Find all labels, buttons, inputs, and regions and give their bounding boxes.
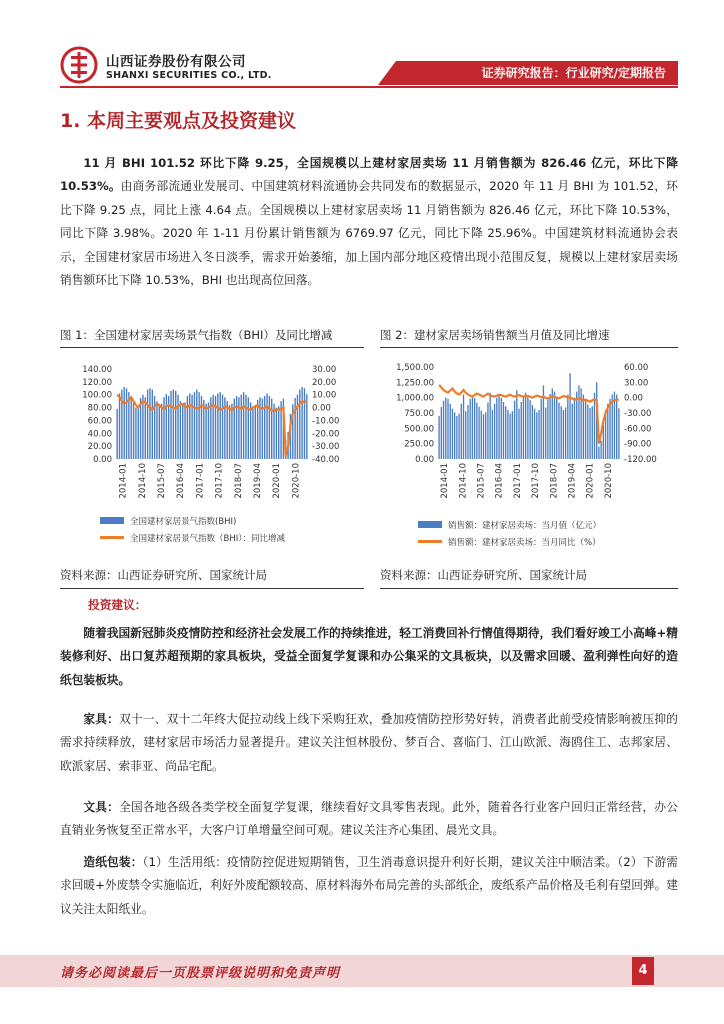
bar [269,396,270,459]
bar [503,402,504,459]
intro-paragraph [60,152,678,292]
bar [128,392,129,459]
left-axis-tick-label: 0.00 [93,455,112,465]
bar [585,400,586,459]
bar [612,395,613,459]
x-tick-label: 2014-01 [118,463,129,499]
right-axis-tick-label: 20.00 [312,377,337,388]
bar [616,395,617,459]
legend-label: 全国建材家居景气指数（BHI）：同比增减 [130,534,285,544]
section-title: 1. 本周主要观点及投资建议 [60,110,297,132]
bar [217,393,218,459]
bar [592,406,593,459]
figure1-chart [60,352,364,562]
left-axis-tick-label: 60.00 [87,416,112,427]
x-tick-label: 2018-07 [233,463,244,499]
company-name-en: SHANXI SECURITIES CO., LTD. [106,70,272,81]
report-type: 证券研究报告：行业研究/定期报告 [481,66,666,80]
bar [569,373,570,459]
bar [257,400,258,459]
figure1-source: 资料来源：山西证券研究所、国家统计局 [60,568,267,582]
header-divider [60,86,678,88]
advice-paper [60,851,678,921]
bar [609,399,610,459]
bar [454,412,455,459]
bar [598,447,599,459]
bar [126,388,127,459]
bar [447,399,448,459]
figure1-source-rule [60,588,364,589]
bar [189,393,190,459]
bar [142,395,143,459]
bar [301,387,302,459]
bar [587,404,588,459]
bar [205,404,206,459]
page-header [0,0,724,90]
bar [470,399,471,459]
right-axis-tick-label: -20.00 [312,429,340,440]
bar [175,391,176,459]
x-tick-label: 2014-01 [440,463,451,499]
bar [552,388,553,459]
bar [572,404,573,459]
bar [180,401,181,459]
bar [266,393,267,459]
bar [278,406,279,459]
bar [498,395,499,459]
bar [138,406,139,459]
bar [514,401,515,459]
left-axis-tick-label: 750.00 [404,409,434,419]
bar [525,393,526,459]
left-axis-tick-label: 250.00 [404,439,434,450]
bar [565,407,566,459]
x-tick-label: 2019-04 [253,463,263,499]
bar [159,405,160,459]
x-tick-label: 2015-07 [476,463,487,499]
legend-swatch-bar [418,521,442,528]
bar [152,390,153,459]
bar [271,399,272,459]
bar [589,408,590,459]
bar [529,400,530,459]
bar [481,411,482,459]
bar [304,388,305,459]
bar [135,408,136,459]
bar [140,398,141,459]
bar [248,397,249,459]
left-axis-tick-label: 1,500.00 [396,363,434,373]
bar [241,395,242,459]
bar [523,396,524,459]
figure1-title: 图 1：全国建材家居卖场景气指数（BHI）及同比增减 [60,328,333,342]
bar [194,392,195,459]
right-axis-tick-label: 60.00 [624,363,649,373]
left-axis-tick-label: 140.00 [82,365,112,375]
bar [558,403,559,459]
x-tick-label: 2017-10 [214,463,225,499]
bar [227,401,228,459]
bar [438,416,439,459]
bar [116,409,117,459]
bar [156,401,157,459]
bar [264,396,265,459]
bar [458,414,459,459]
bar [492,410,493,459]
right-axis-tick-label: -30.00 [624,409,652,419]
bar [485,412,486,459]
bar [545,407,546,459]
bar [521,402,522,459]
advice-label: 投资建议： [88,598,147,612]
bar [501,398,502,459]
left-axis-tick-label: 0.00 [415,455,434,465]
figure2-source: 资料来源：山西证券研究所、国家统计局 [380,568,587,582]
right-axis-tick-label: -90.00 [624,439,652,450]
bar [556,398,557,459]
stationery-label: 文具： [83,800,120,814]
bar [208,402,209,459]
intro-text: 由商务部流通业发展司、中国建筑材料流通协会共同发布的数据显示，2020 年 11 月 BHI 为 101.52，环比下降 9.25 点，同比上涨 4.64 点。全国规模以上建材家居卖场 11 月销售额为 826.46 亿元，环比下降 10.53%，同比下降 3.98%。2020 年 1-11 月份累计销售额为 6769.97 亿元，同比下降 25.96%。中国建筑材料流通协会表示，全国建材家居市场进入冬日淡季，需求开始萎缩，加上国内部分地区疫情出现小范围反复，规模以上建材家居卖场销售额环比下降 10.53%，BHI 也出现高位回落。 [60,179,678,288]
bar [494,404,495,459]
x-tick-label: 2019-04 [567,463,578,499]
bar [170,391,171,459]
bar [534,409,535,459]
bar [541,399,542,459]
bar [452,409,453,459]
bar [131,397,132,459]
bar [489,393,490,459]
bar [198,392,199,459]
bar [576,392,577,459]
bar [456,416,457,459]
bar [149,388,150,459]
bar [119,393,120,459]
bar [294,398,295,459]
x-tick-label: 2017-01 [195,463,206,499]
bar [445,398,446,459]
bar [252,406,253,459]
bar [243,392,244,459]
bar [177,395,178,459]
shanxi-securities-logo-icon [60,46,98,84]
bar [191,395,192,459]
bar [467,405,468,459]
right-axis-tick-label: -60.00 [624,424,652,435]
bar [507,410,508,459]
bar [483,414,484,459]
paper-label: 造纸包装： [83,855,143,869]
x-tick-label: 2018-07 [549,463,560,499]
right-axis-tick-label: 10.00 [312,390,337,401]
bar [450,404,451,459]
figure2-title: 图 2：建材家居卖场销售额当月值及同比增速 [380,328,610,342]
bar [145,397,146,459]
company-name-cn: 山西证券股份有限公司 [106,54,246,70]
legend-label: 销售额：建材家居卖场：当月同比（%） [448,538,601,548]
left-axis-tick-label: 40.00 [87,429,112,440]
bar [567,395,568,459]
bar [574,398,575,459]
figure2-chart [380,352,678,562]
figure2-source-rule [380,588,678,589]
bar [222,395,223,459]
bar [472,396,473,459]
bar [463,395,464,459]
bar [578,385,579,459]
bar [299,390,300,459]
bar [561,406,562,459]
footer-disclaimer: 请务必阅读最后一页股票评级说明和免责声明 [60,966,341,981]
legend-label: 全国建材家居景气指数(BHI) [130,517,237,527]
right-axis-tick-label: 0.00 [312,403,331,414]
bar [554,392,555,459]
bar [538,410,539,459]
x-tick-label: 2020-01 [585,463,596,499]
bar [532,405,533,459]
bar [496,398,497,459]
bar [547,400,548,459]
right-axis-tick-label: -10.00 [312,416,340,427]
bar [306,394,307,459]
x-tick-label: 2020-10 [291,463,302,499]
bar [607,404,608,459]
bar [173,390,174,459]
x-tick-label: 2016-04 [176,463,187,499]
bar [527,396,528,459]
bar [536,412,537,459]
x-tick-label: 2017-10 [531,463,542,499]
x-tick-label: 2020-01 [272,463,283,499]
bar [203,400,204,459]
legend-swatch-bar [100,517,124,524]
left-axis-tick-label: 1,250.00 [396,378,434,389]
bar [618,408,619,459]
advice-stationery [60,796,678,843]
paper-text: （1）生活用纸：疫情防控促进短期销售，卫生消毒意识提升利好长期，建议关注中顺洁柔。（2）下游需求回暖+外废禁令实施临近，利好外废配额较高、原材料海外布局完善的头部纸企，废纸系产品价格及毛利有望回弹。建议关注太阳纸业。 [60,855,678,916]
bar [161,404,162,459]
x-tick-label: 2014-10 [458,463,469,499]
right-axis-tick-label: 0.00 [624,393,643,404]
bar [229,405,230,459]
bar [443,401,444,459]
bar [461,404,462,459]
bar [600,441,601,459]
x-tick-label: 2017-01 [512,463,523,499]
bar [512,411,513,459]
bar [166,394,167,459]
left-axis-tick-label: 100.00 [82,390,112,401]
bar [505,406,506,459]
right-axis-tick-label: 30.00 [312,365,337,375]
x-tick-label: 2020-10 [603,463,614,499]
bar [245,395,246,459]
furniture-text: 双十一、双十二年终大促拉动线上线下采购狂欢，叠加疫情防控形势好转，消费者此前受疫情影响被压抑的需求持续释放，建材家居市场活力显著提升。建议关注恒林股份、梦百合、喜临门、江山欧派、海鸥住工、志邦家居、欧派家居、索菲亚、尚品宅配。 [60,712,678,773]
bar [465,411,466,459]
bar [476,403,477,459]
x-tick-label: 2015-07 [157,463,167,499]
bar [549,394,550,459]
bar [563,410,564,459]
advice-main: 随着我国新冠肺炎疫情防控和经济社会发展工作的持续推进，轻工消费回补行情值得期待，我们看好竣工小高峰+精装修利好、出口复苏超预期的家具板块，受益全面复学复课和办公集采的文具板块，以及需求回暖、盈利弹性向好的造纸包装板块。 [60,626,678,687]
page-number: 4 [632,957,654,985]
bar [182,404,183,459]
bar [594,393,595,459]
bar [219,392,220,459]
bar [583,395,584,459]
bar [518,409,519,459]
figure2-title-rule [380,347,678,348]
bar [478,407,479,459]
left-axis-tick-label: 1,000.00 [396,393,434,404]
bar [487,403,488,459]
left-axis-tick-label: 80.00 [87,403,112,414]
bar [441,407,442,459]
x-tick-label: 2014-10 [137,463,148,499]
right-axis-tick-label: -40.00 [312,455,340,465]
left-axis-tick-label: 500.00 [404,424,434,435]
legend-label: 销售额：建材家居卖场：当月值（亿元） [448,521,602,531]
bar [276,408,277,459]
right-axis-tick-label: -30.00 [312,442,340,453]
bar [163,397,164,459]
intro-bold: 11 月 BHI 101.52 环比下降 9.25，全国规模以上建材家居卖场 11 月销售额为 826.46 亿元，环比下降 10.53%。 [60,156,678,194]
furniture-label: 家具： [83,712,120,726]
bar [231,404,232,459]
left-axis-tick-label: 120.00 [82,377,112,388]
x-tick-label: 2016-04 [494,463,505,499]
bar [196,390,197,459]
bar [147,390,148,459]
bar [184,402,185,459]
bar [123,387,124,459]
bar [474,398,475,459]
left-axis-tick-label: 20.00 [87,442,112,453]
right-axis-tick-label: 30.00 [624,378,649,389]
bar [255,405,256,459]
bar [516,390,517,459]
advice-furniture [60,708,678,778]
bar [509,414,510,459]
bar [133,402,134,459]
right-axis-tick-label: -120.00 [624,455,657,465]
stationery-text: 全国各地各级各类学校全面复学复课，继续看好文具零售表现。此外，随着各行业客户回归正常经营，办公直销业务恢复至正常水平，大客户订单增量空间可观。建议关注齐心集团、晨光文具。 [60,800,678,838]
figure1-title-rule [60,347,364,348]
